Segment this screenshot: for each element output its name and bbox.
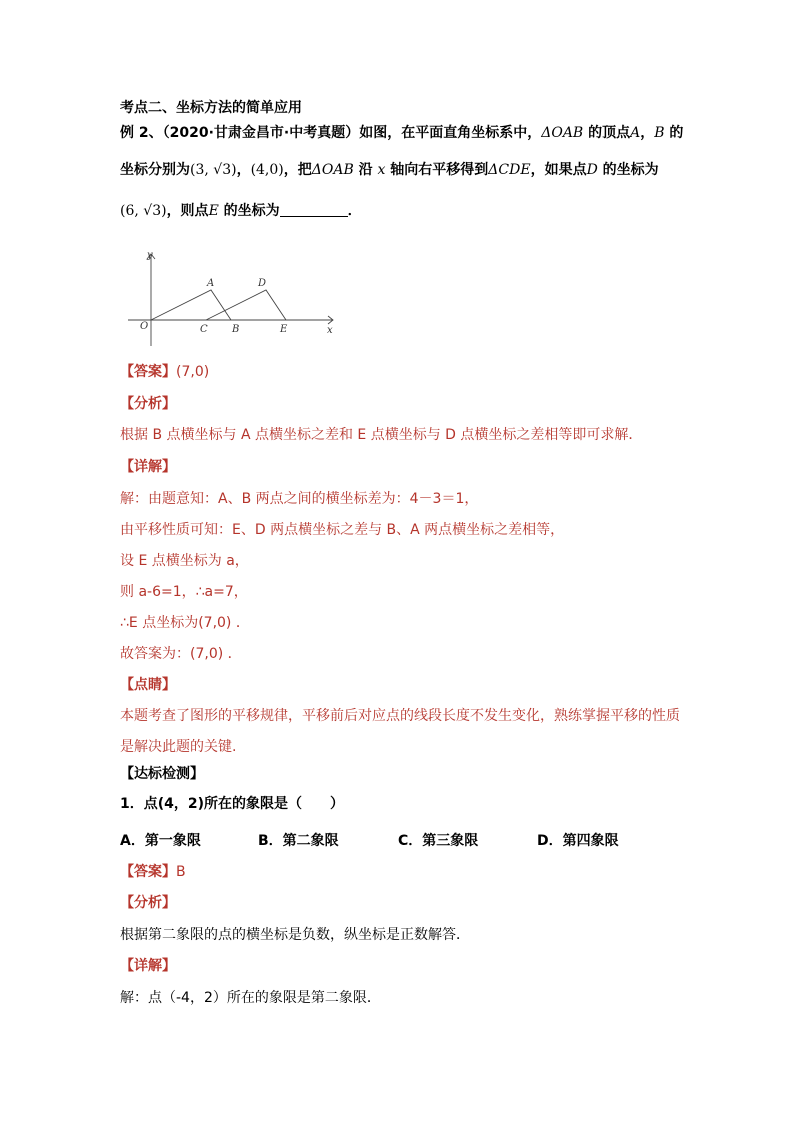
answer-1 <box>120 362 209 382</box>
example-text: ． <box>347 203 362 219</box>
analysis-text: 根据第二象限的点的横坐标是负数，纵坐标是正数解答． <box>120 927 470 943</box>
example-text: ， <box>236 162 251 178</box>
example-line-2 <box>120 160 659 180</box>
detail-line: 由平移性质可知：E、D 两点横坐标之差与 B、A 两点横坐标之差相等， <box>120 522 565 538</box>
label-y: y <box>147 250 153 261</box>
triangle-cde: ΔCDE <box>488 162 531 178</box>
comment-line: 是解决此题的关键. <box>120 739 237 755</box>
example-text: 的顶点 <box>583 125 631 141</box>
example-text: ，则点 <box>166 203 209 219</box>
detail-line: 设 E 点横坐标为 a， <box>120 553 249 569</box>
analysis-label: 【分析】 <box>120 895 176 911</box>
example-text: 如图，在平面直角坐标系中， <box>359 125 542 141</box>
detail-line: 则 a-6=1，∴a=7， <box>120 584 248 600</box>
detail-line: 故答案为：(7,0) ． <box>120 646 242 662</box>
answer-blank <box>280 202 348 217</box>
comment-line: 本题考查了图形的平移规律，平移前后对应点的线段长度不发生变化，熟练掌握平移的性质 <box>120 708 680 724</box>
example-text: 的 <box>664 125 684 141</box>
detail-label: 【详解】 <box>120 459 176 475</box>
label-e: E <box>280 324 288 335</box>
option-c: C．第三象限 <box>398 833 479 849</box>
point-d: D <box>586 162 598 178</box>
label-b: B <box>232 324 240 335</box>
example-text: 沿 <box>353 162 378 178</box>
example-label: 例 2、 <box>120 125 163 141</box>
question-1-stem: 1．点(4，2)所在的象限是（ ） <box>120 796 345 812</box>
triangle-cde-shape <box>206 290 286 320</box>
detail-label: 【详解】 <box>120 958 176 974</box>
answer-value: (7,0) <box>176 364 210 380</box>
answer-label: 【答案】 <box>120 364 176 380</box>
example-text: 的坐标为 <box>597 162 659 178</box>
example-text: 的坐标为 <box>218 203 280 219</box>
section-test-heading: 【达标检测】 <box>120 766 204 782</box>
detail-line: ∴E 点坐标为(7,0) ． <box>120 615 250 631</box>
point-a: A <box>630 125 641 141</box>
example-line-1 <box>120 123 683 143</box>
example-text: ， <box>640 125 655 141</box>
answer-value: B <box>176 864 186 880</box>
example-line-3 <box>120 201 362 221</box>
example-source: （2020·甘肃金昌市·中考真题） <box>162 125 360 141</box>
coord-b: (4,0) <box>250 162 284 178</box>
axis-x: x <box>377 162 386 178</box>
detail-line: 解：由题意知：A、B 两点之间的横坐标差为：4－3＝1， <box>120 491 479 507</box>
option-b: B．第二象限 <box>258 833 339 849</box>
example-text: ，如果点 <box>530 162 587 178</box>
point-e: E <box>208 203 219 219</box>
translation-figure <box>128 246 343 351</box>
example-text: 轴向右平移得到 <box>385 162 489 178</box>
analysis-text: 根据 B 点横坐标与 A 点横坐标之差和 E 点横坐标与 D 点横坐标之差相等即可求解． <box>120 427 643 443</box>
detail-line: 解：点（-4，2）所在的象限是第二象限． <box>120 990 381 1006</box>
triangle-oab: ΔOAB <box>541 125 584 141</box>
option-d: D．第四象限 <box>537 833 619 849</box>
triangle-oab-shape <box>151 290 231 320</box>
comment-label: 【点睛】 <box>120 677 176 693</box>
triangle-oab: ΔOAB <box>311 162 354 178</box>
coord-a: (3, √3) <box>190 162 237 178</box>
label-o: O <box>140 321 149 332</box>
coord-d: (6, √3) <box>120 203 167 219</box>
label-d: D <box>258 278 267 289</box>
example-text: ，把 <box>283 162 312 178</box>
option-a: A．第一象限 <box>120 833 201 849</box>
section-title: 考点二、坐标方法的简单应用 <box>120 100 302 116</box>
label-a: A <box>207 278 215 289</box>
point-b: B <box>654 125 665 141</box>
label-x: x <box>327 325 333 336</box>
question-1-options <box>120 831 619 851</box>
answer-label: 【答案】 <box>120 864 176 880</box>
label-c: C <box>200 324 208 335</box>
analysis-label: 【分析】 <box>120 396 176 412</box>
answer-2 <box>120 862 186 882</box>
example-text: 坐标分别为 <box>120 162 190 178</box>
